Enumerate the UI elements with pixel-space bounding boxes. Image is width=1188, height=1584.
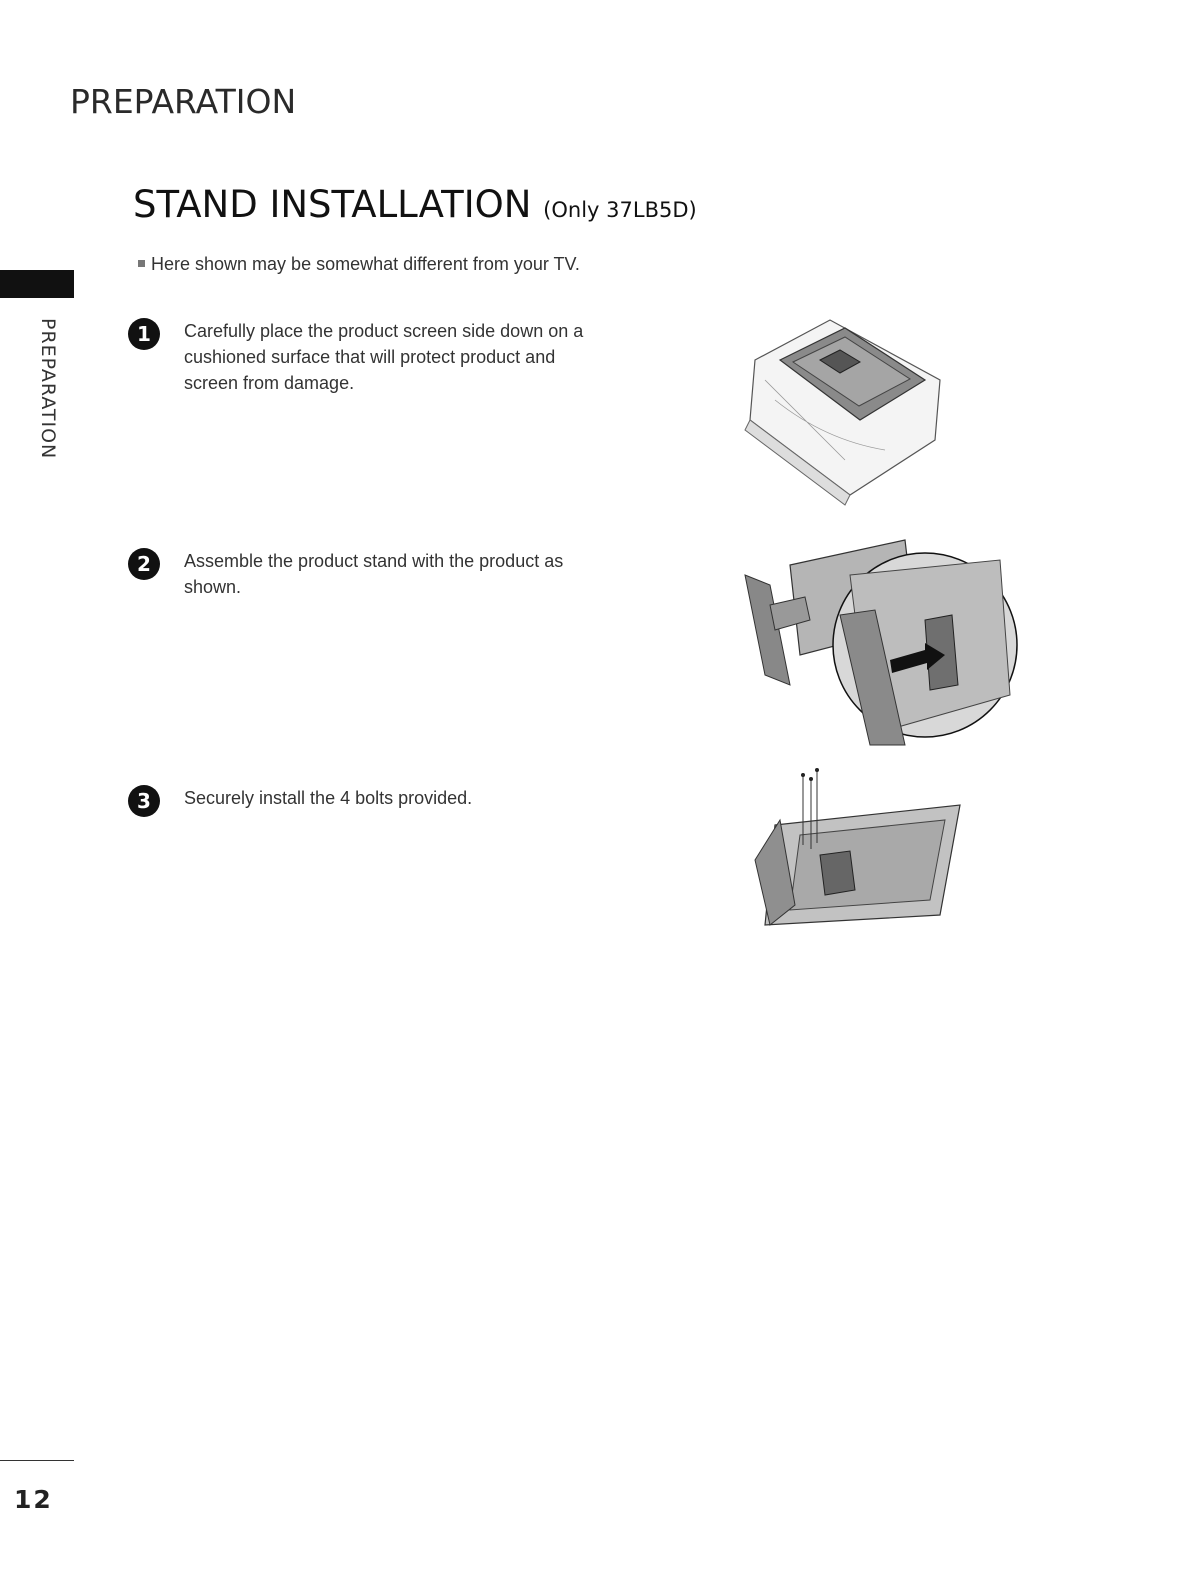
step-number-badge: 1 — [128, 318, 160, 350]
step-text: Securely install the 4 bolts provided. — [184, 788, 473, 808]
tv-on-cushion-illustration — [735, 300, 965, 510]
section-title: PREPARATION — [70, 82, 297, 121]
page-title — [133, 183, 697, 226]
bullet-icon — [138, 260, 145, 267]
disclaimer-note — [138, 254, 580, 275]
page-title-main: STAND INSTALLATION — [133, 183, 532, 226]
disclaimer-text: Here shown may be somewhat different from your TV. — [151, 254, 580, 274]
footer-rule — [0, 1460, 74, 1461]
side-tab-label: PREPARATION — [37, 318, 59, 460]
side-tab-marker — [0, 270, 74, 298]
step-number-badge: 2 — [128, 548, 160, 580]
step-text: Carefully place the product screen side down on a cushioned surface that will protect product and screen from damage. — [184, 321, 584, 393]
page-number: 12 — [14, 1485, 53, 1514]
stand-assembly-illustration — [730, 535, 1030, 750]
bolt-install-illustration — [745, 765, 970, 935]
page-title-model: (Only 37LB5D) — [543, 198, 697, 222]
step-number-badge: 3 — [128, 785, 160, 817]
step-text: Assemble the product stand with the product as shown. — [184, 551, 564, 597]
